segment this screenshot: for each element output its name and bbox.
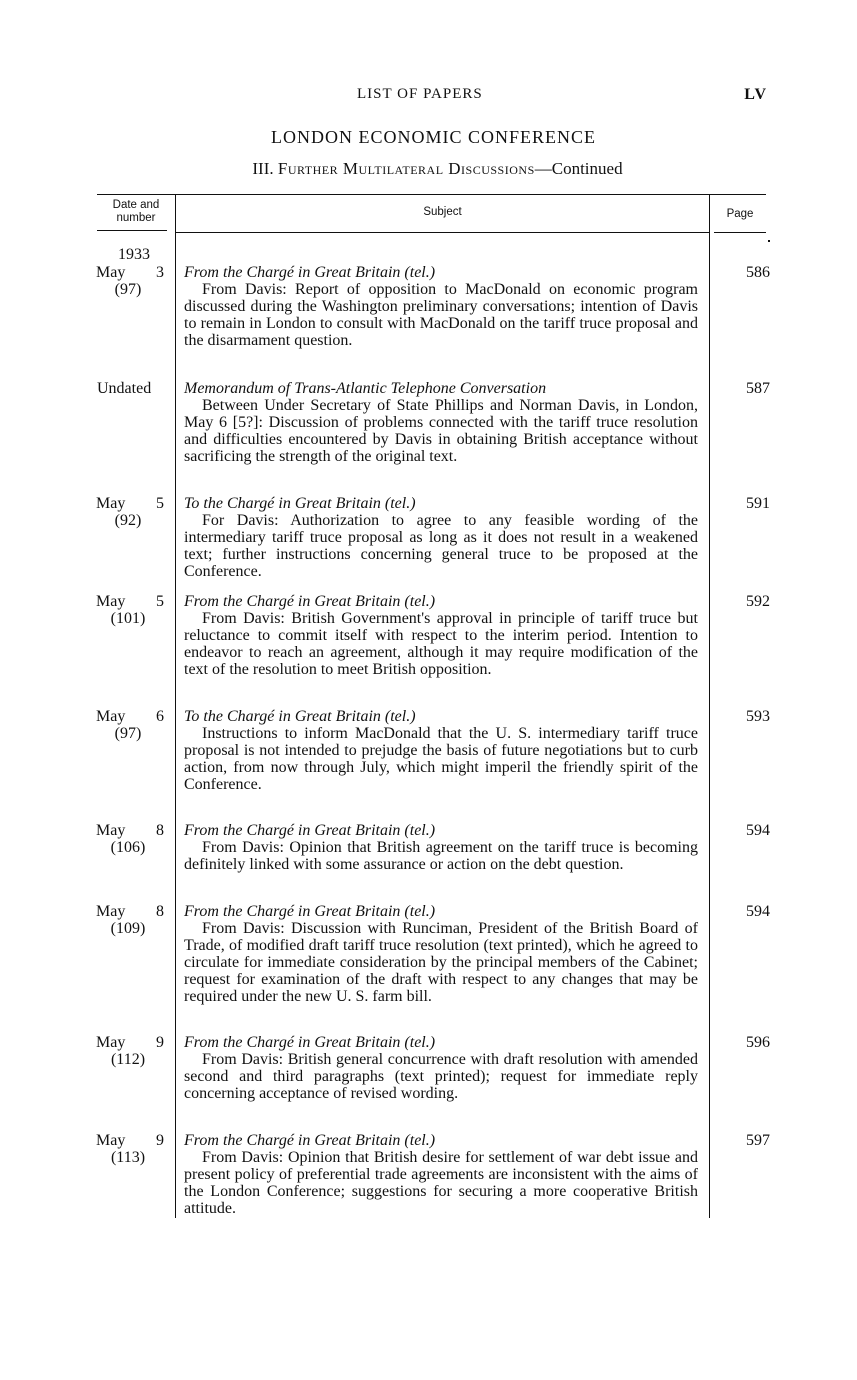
document-number: (101): [110, 610, 146, 627]
document-number: (92): [114, 512, 142, 529]
date-cell: [88, 380, 168, 397]
subject-cell: [184, 495, 698, 580]
column-divider-date-subject: [175, 194, 176, 1218]
date-cell: [88, 593, 168, 627]
column-header-subject: Subject: [423, 206, 462, 218]
entry-summary: From Davis: Opinion that British agreement on the tariff truce is becoming definitely linked with some assurance or action on the debt question.: [184, 839, 698, 873]
entry-summary: From Davis: Discussion with Runciman, President of the British Board of Trade, of modified draft tariff truce resolution (text printed), which he agreed to circulate for immediate consideration by the principal members of the Cabinet; request for examination of the draft with respect to any changes that may be required under the new U. S. farm bill.: [184, 920, 698, 1005]
date-cell: [88, 708, 168, 742]
entry-summary: Between Under Secretary of State Phillips and Norman Davis, in London, May 6 [5?]: Discussion of problems connected with the tariff truce resolution and difficulties encountered by Davis in obtaining British acceptance without sacrificing the strength of the original text.: [184, 397, 698, 465]
entry-title: Memorandum of Trans-Atlantic Telephone Conversation: [184, 380, 547, 397]
page-reference: 586: [746, 264, 770, 281]
page-reference: 596: [746, 1034, 770, 1051]
date-month: May: [96, 593, 126, 610]
subject-cell: [184, 380, 698, 465]
page-numeral: LV: [744, 86, 767, 103]
date-cell: [88, 264, 168, 298]
entry-title: From the Chargé in Great Britain (tel.): [184, 264, 436, 281]
date-cell: [88, 1132, 168, 1166]
header-rule-page: [714, 232, 766, 233]
header-rule-subject: [176, 232, 709, 233]
running-title: LIST OF PAPERS: [357, 86, 483, 102]
page-reference: 594: [746, 903, 770, 920]
page-reference: 594: [746, 822, 770, 839]
date-day: 9: [156, 1132, 164, 1149]
page-reference: 587: [746, 380, 770, 397]
entry-summary: From Davis: British general concurrence with draft resolution with amended second and third paragraphs (text printed); request for immediate reply concerning acceptance of revised wording.: [184, 1051, 698, 1102]
date-month: May: [96, 1132, 126, 1149]
entry-summary: From Davis: Report of opposition to MacDonald on economic program discussed during the Washington preliminary conversations; intention of Davis to remain in London to consult with MacDonald on the tariff truce proposal and the disarmament question.: [184, 281, 698, 349]
entry-summary: From Davis: British Government's approval in principle of tariff truce but reluctance to commit itself with respect to the interim period. Intention to endeavor to reach an agreement, although it may require modification of the text of the resolution to meet British opposition.: [184, 610, 698, 678]
page-reference: 597: [746, 1132, 770, 1149]
document-number: (97): [114, 725, 142, 742]
entry-title: To the Chargé in Great Britain (tel.): [184, 708, 416, 725]
header-rule-date: [97, 230, 167, 231]
date-cell: [88, 903, 168, 937]
column-header-date-line2: number: [116, 212, 156, 224]
entry-title: From the Chargé in Great Britain (tel.): [184, 1034, 436, 1051]
subject-cell: [184, 903, 698, 1005]
running-head: [0, 86, 857, 108]
section-name: Further Multilateral Discussions: [277, 159, 535, 178]
date-day: 9: [156, 1034, 164, 1051]
entry-summary: For Davis: Authorization to agree to any feasible wording of the intermediary tariff truce proposal as long as it does not result in a weakened text; further instructions concerning general truce to be proposed at the Conference.: [184, 512, 698, 580]
column-header-page: Page: [726, 208, 754, 220]
date-cell: [88, 822, 168, 856]
page-reference: 592: [746, 593, 770, 610]
subject-cell: [184, 264, 698, 349]
date-month: May: [96, 1034, 126, 1051]
entry-title: From the Chargé in Great Britain (tel.): [184, 593, 436, 610]
subject-cell: [184, 822, 698, 873]
section-suffix: —Continued: [534, 159, 623, 178]
section-number: III.: [252, 159, 274, 178]
date-day: 3: [156, 264, 164, 281]
entry-title: From the Chargé in Great Britain (tel.): [184, 1132, 436, 1149]
date-month: May: [96, 708, 126, 725]
date-month: May: [96, 903, 126, 920]
page-reference: 593: [746, 708, 770, 725]
year-label: 1933: [118, 246, 150, 263]
entry-title: From the Chargé in Great Britain (tel.): [184, 903, 436, 920]
section-title: [0, 159, 857, 179]
date-undated: Undated: [97, 380, 152, 397]
date-day: 5: [156, 593, 164, 610]
entry-title: From the Chargé in Great Britain (tel.): [184, 822, 436, 839]
print-speck: [768, 240, 770, 242]
subject-cell: [184, 1034, 698, 1102]
date-day: 8: [156, 822, 164, 839]
entry-summary: From Davis: Opinion that British desire for settlement of war debt issue and present policy of preferential trade agreements are inconsistent with the aims of the London Conference; suggestions for securing a more cooperative British attitude.: [184, 1149, 698, 1217]
entry-summary: Instructions to inform MacDonald that the U. S. intermediary tariff truce proposal is not intended to prejudge the basis of future negotiations but to curb action, from now through July, which might imperil the friendly spirit of the Conference.: [184, 725, 698, 793]
subject-cell: [184, 593, 698, 678]
date-cell: [88, 1034, 168, 1068]
date-month: May: [96, 495, 126, 512]
entry-title: To the Chargé in Great Britain (tel.): [184, 495, 416, 512]
document-number: (113): [110, 1149, 146, 1166]
page-reference: 591: [746, 495, 770, 512]
column-divider-subject-page: [709, 194, 710, 1218]
date-month: May: [96, 264, 126, 281]
document-number: (112): [110, 1051, 146, 1068]
date-day: 6: [156, 708, 164, 725]
document-number: (97): [114, 281, 142, 298]
date-day: 5: [156, 495, 164, 512]
document-number: (109): [110, 920, 146, 937]
conference-title: LONDON ECONOMIC CONFERENCE: [270, 127, 596, 147]
document-number: (106): [110, 839, 146, 856]
date-day: 8: [156, 903, 164, 920]
date-cell: [88, 495, 168, 529]
subject-cell: [184, 708, 698, 793]
subject-cell: [184, 1132, 698, 1217]
table-top-rule: [97, 194, 766, 195]
date-month: May: [96, 822, 126, 839]
column-header-date-line1: Date and: [112, 199, 160, 211]
column-header-date: [97, 199, 175, 225]
